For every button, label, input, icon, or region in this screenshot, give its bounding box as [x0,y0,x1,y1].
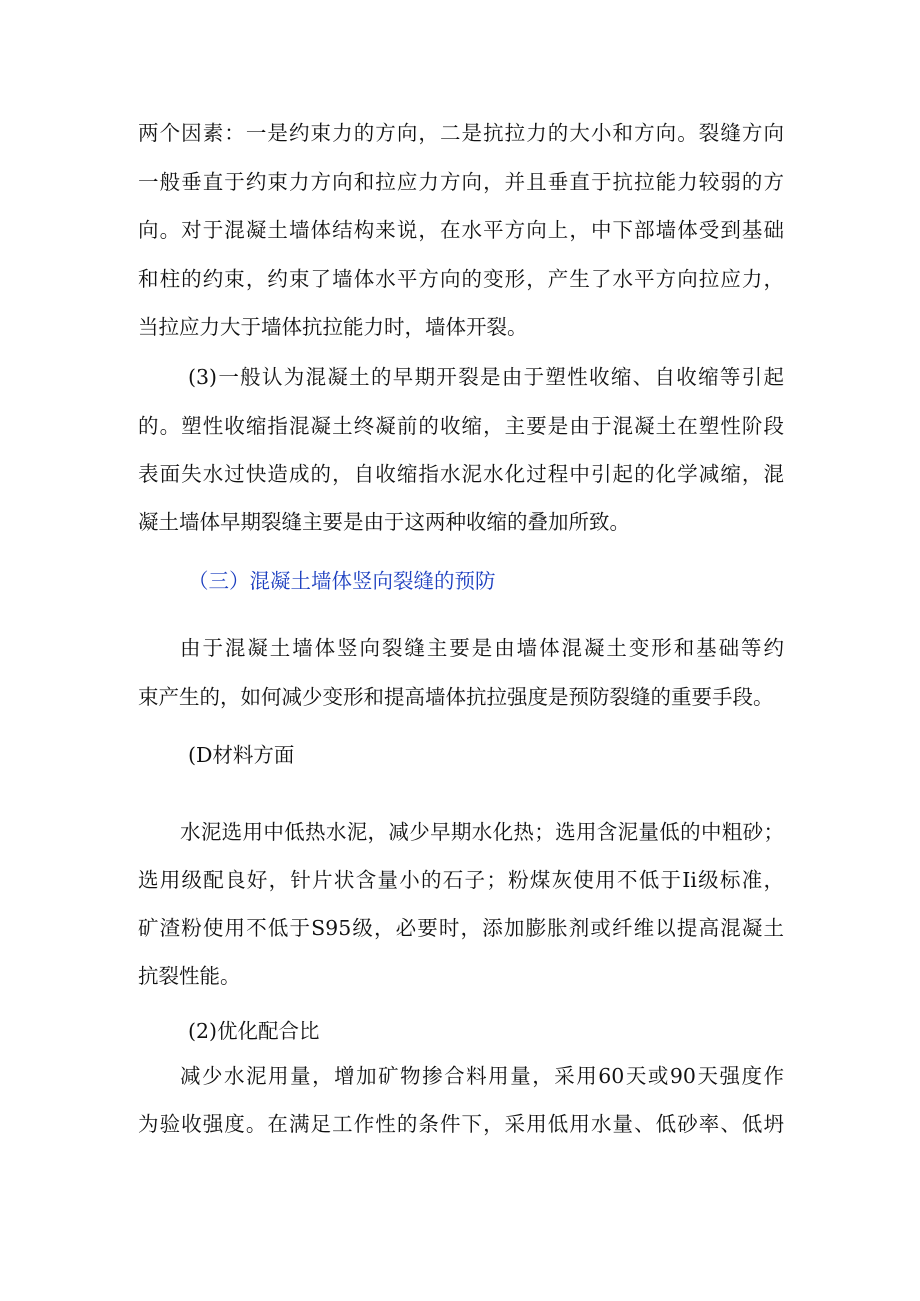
body-text-line: 两个因素：一是约束力的方向，二是抗拉力的大小和方向。裂缝方向 [138,121,784,145]
body-text-line: 抗裂性能。 [138,964,241,988]
body-text-line: 矿渣粉使用不低于S95级，必要时，添加膨胀剂或纤维以提高混凝土 [138,916,784,940]
body-text-line: 水泥选用中低热水泥，减少早期水化热；选用含泥量低的中粗砂； [180,820,784,844]
body-text-line: 的。塑性收缩指混凝土终凝前的收缩，主要是由于混凝土在塑性阶段 [138,414,784,438]
section-heading: （三）混凝土墙体竖向裂缝的预防 [188,569,496,593]
body-text-line: 当拉应力大于墙体抗拉能力时，墙体开裂。 [138,315,528,339]
body-text-line: 向。对于混凝土墙体结构来说，在水平方向上，中下部墙体受到基础 [138,218,784,242]
body-text-line: 为验收强度。在满足工作性的条件下，采用低用水量、低砂率、低坍 [138,1112,784,1136]
subheading-materials: (D材料方面 [188,743,295,767]
body-text-line: 一般垂直于约束力方向和拉应力方向，并且垂直于抗拉能力较弱的方 [138,170,784,194]
body-text-line: 凝土墙体早期裂缝主要是由于这两种收缩的叠加所致。 [138,510,630,534]
body-text-line: 选用级配良好，针片状含量小的石子；粉煤灰使用不低于Ii级标准， [138,868,784,892]
body-text-line: 由于混凝土墙体竖向裂缝主要是由墙体混凝土变形和基础等约 [180,636,784,660]
body-text-line: 束产生的，如何减少变形和提高墙体抗拉强度是预防裂缝的重要手段。 [138,685,774,709]
item-3-paragraph-start: (3)一般认为混凝土的早期开裂是由于塑性收缩、自收缩等引起 [188,365,784,389]
body-text-line: 减少水泥用量，增加矿物掺合料用量，采用60天或90天强度作 [180,1064,784,1088]
body-text-line: 表面失水过快造成的，自收缩指水泥水化过程中引起的化学减缩，混 [138,462,784,486]
body-text-line: 和柱的约束，约束了墙体水平方向的变形，产生了水平方向拉应力， [138,267,784,291]
subheading-mix-proportion: (2)优化配合比 [188,1019,320,1043]
